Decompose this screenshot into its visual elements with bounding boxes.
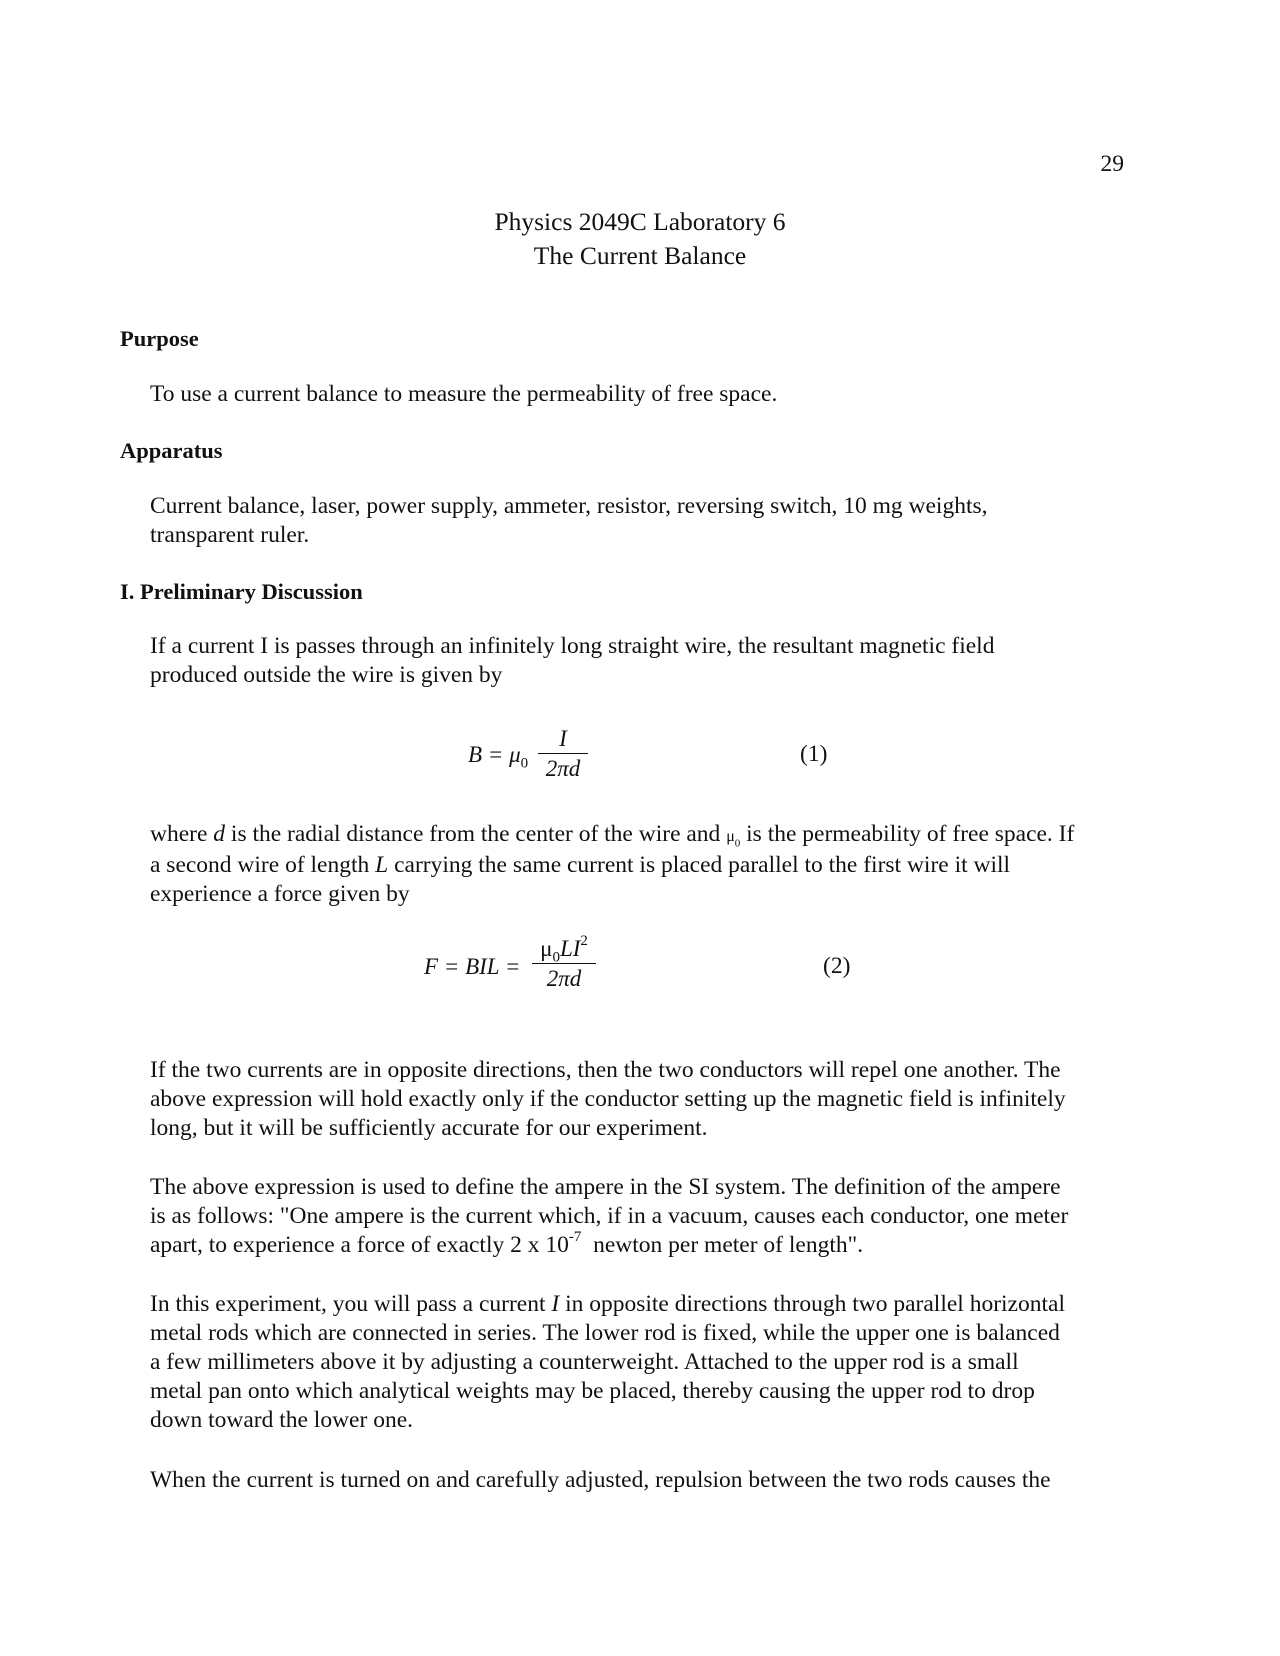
p5-line-1: In this experiment, you will pass a current I in opposite directions through two parallel horizontal	[150, 1291, 1065, 1317]
p4-line-2: is as follows: "One ampere is the current which, if in a vacuum, causes each conductor, one meter	[150, 1203, 1069, 1229]
heading-preliminary: I. Preliminary Discussion	[120, 579, 363, 604]
p3-line-2: above expression will hold exactly only if the conductor setting up the magnetic field is infinitely	[150, 1086, 1066, 1112]
eq2-denominator: 2πd	[546, 966, 582, 991]
page-title	[0, 205, 1280, 273]
apparatus-line-2: transparent ruler.	[150, 522, 310, 548]
p4-line-1: The above expression is used to define the ampere in the SI system. The definition of the ampere	[150, 1174, 1061, 1200]
p1-line-2: produced outside the wire is given by	[150, 662, 503, 688]
p5-line-2: metal rods which are connected in series. The lower rod is fixed, while the upper one is balanced	[150, 1320, 1060, 1346]
purpose-text: To use a current balance to measure the permeability of free space.	[150, 381, 778, 407]
p3-line-1: If the two currents are in opposite directions, then the two conductors will repel one another. The	[150, 1057, 1061, 1083]
apparatus-text	[150, 492, 1150, 550]
eq1-numerator: I	[559, 726, 567, 751]
p2-line-2: a second wire of length L carrying the same current is placed parallel to the first wire it will	[150, 852, 1011, 878]
title-line-2: The Current Balance	[533, 241, 747, 270]
eq1-denominator: 2πd	[545, 756, 581, 781]
paragraph-2	[150, 820, 1150, 909]
p5-line-5: down toward the lower one.	[150, 1407, 413, 1433]
p3-line-3: long, but it will be sufficiently accurate for our experiment.	[150, 1115, 708, 1141]
paragraph-6	[150, 1466, 1150, 1495]
eq2-lhs: F = BIL =	[424, 954, 521, 979]
eq1-fraction	[538, 724, 588, 783]
p1-line-1: If a current I is passes through an infinitely long straight wire, the resultant magnetic field	[150, 633, 995, 659]
page-number: 29	[1100, 151, 1124, 177]
title-line-1: Physics 2049C Laboratory 6	[494, 207, 786, 236]
eq2-fraction	[532, 934, 596, 993]
paragraph-1	[150, 632, 1150, 690]
p6-line-1: When the current is turned on and carefully adjusted, repulsion between the two rods causes the	[150, 1467, 1051, 1493]
p5-line-3: a few millimeters above it by adjusting a counterweight. Attached to the upper rod is a small	[150, 1349, 1019, 1375]
apparatus-line-1: Current balance, laser, power supply, ammeter, resistor, reversing switch, 10 mg weights,	[150, 493, 988, 519]
p4-line-3: apart, to experience a force of exactly 2 x $10^{-7}$ newton per meter of length".	[150, 1229, 864, 1258]
p2-line-3: experience a force given by	[150, 881, 410, 907]
equation-1-number: (1)	[800, 741, 828, 767]
paragraph-3	[150, 1056, 1150, 1143]
paragraph-5	[150, 1290, 1150, 1435]
equation-2-number: (2)	[823, 953, 851, 979]
eq1-lhs: $B = \mu_0$	[468, 742, 529, 772]
p2-line-1: where d is the radial distance from the center of the wire and $\mu_0$ is the permeability of free space. If	[150, 821, 1075, 850]
paragraph-4	[150, 1173, 1150, 1260]
eq2-numerator: $\mu_0LI^2$	[540, 933, 588, 966]
p5-line-4: metal pan onto which analytical weights may be placed, thereby causing the upper rod to drop	[150, 1378, 1035, 1404]
heading-purpose: Purpose	[120, 326, 199, 351]
heading-apparatus: Apparatus	[120, 438, 223, 463]
